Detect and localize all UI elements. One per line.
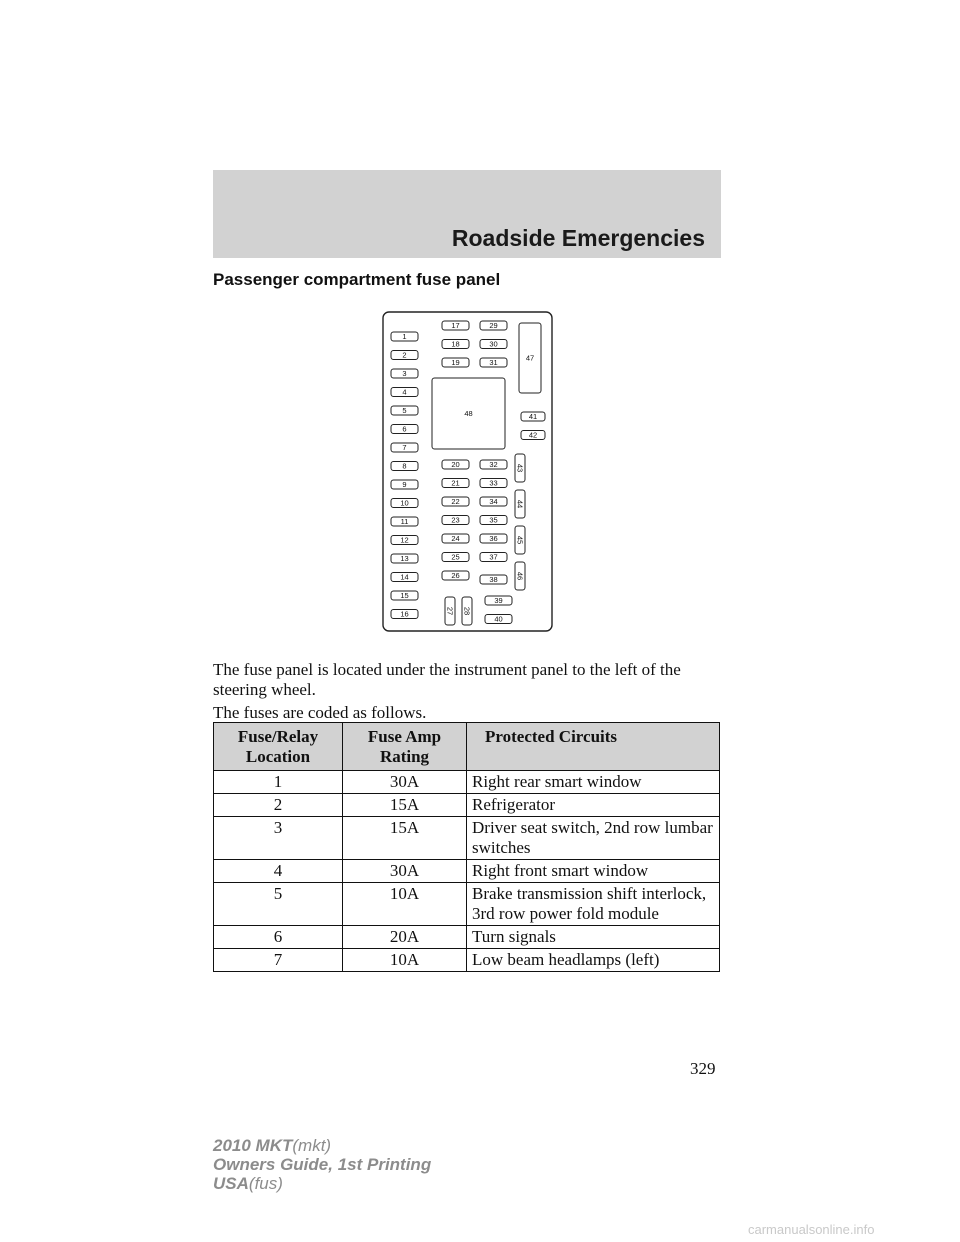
- cell-circuit: Right front smart window: [467, 860, 720, 883]
- fuse-15-label: 15: [400, 591, 409, 601]
- cell-location: 5: [214, 883, 343, 926]
- fuse-45-label: 45: [515, 535, 525, 545]
- footer-line-1: [213, 1136, 431, 1155]
- fuse-31-label: 31: [489, 358, 498, 368]
- table-row: [214, 794, 720, 817]
- fuse-8-label: 8: [402, 461, 407, 471]
- cell-amp: 15A: [343, 817, 467, 860]
- fuse-26-label: 26: [451, 571, 460, 581]
- fuse-34-label: 34: [489, 497, 498, 507]
- fuse-18-label: 18: [451, 339, 460, 349]
- fuse-22-label: 22: [451, 497, 460, 507]
- table-row: [214, 949, 720, 972]
- cell-amp: 10A: [343, 883, 467, 926]
- cell-location: 7: [214, 949, 343, 972]
- watermark: carmanualsonline.info: [748, 1222, 875, 1237]
- fuse-table: [213, 722, 720, 972]
- fuse-36-label: 36: [489, 534, 498, 544]
- fuse-33-label: 33: [489, 478, 498, 488]
- fuse-2-label: 2: [402, 350, 407, 360]
- table-header-row: [214, 723, 720, 771]
- fuse-28-label: 28: [462, 606, 472, 616]
- fuse-37-label: 37: [489, 552, 498, 562]
- cell-circuit: Right rear smart window: [467, 771, 720, 794]
- relay-47-label: 47: [525, 353, 535, 363]
- fuse-27-label: 27: [445, 606, 455, 616]
- cell-location: 4: [214, 860, 343, 883]
- fuse-43-label: 43: [515, 463, 525, 473]
- table-row: [214, 926, 720, 949]
- fuse-19-label: 19: [451, 358, 460, 368]
- cell-amp: 30A: [343, 860, 467, 883]
- footer-model: 2010 MKT: [213, 1136, 293, 1155]
- table-row: [214, 860, 720, 883]
- fuse-30-label: 30: [489, 339, 498, 349]
- cell-circuit: Driver seat switch, 2nd row lumbar switches: [467, 817, 720, 860]
- fuse-24-label: 24: [451, 534, 460, 544]
- fuse-11-label: 11: [400, 517, 409, 527]
- fuse-panel-diagram: [382, 311, 554, 633]
- cell-location: 3: [214, 817, 343, 860]
- fuse-3-label: 3: [402, 369, 407, 379]
- fuse-6-label: 6: [402, 424, 407, 434]
- header-band: [213, 170, 721, 258]
- cell-amp: 30A: [343, 771, 467, 794]
- footer-line-2: [213, 1155, 431, 1174]
- fuse-1-label: 1: [402, 332, 407, 342]
- fuse-16-label: 16: [400, 609, 409, 619]
- cell-circuit: Turn signals: [467, 926, 720, 949]
- fuse-38-label: 38: [489, 575, 498, 585]
- fuse-35-label: 35: [489, 515, 498, 525]
- cell-circuit: Refrigerator: [467, 794, 720, 817]
- cell-amp: 15A: [343, 794, 467, 817]
- footer: [213, 1136, 431, 1193]
- fuse-12-label: 12: [400, 535, 409, 545]
- fuse-29-label: 29: [489, 321, 498, 331]
- fuse-40-label: 40: [494, 614, 503, 624]
- cell-location: 1: [214, 771, 343, 794]
- fuse-46-label: 46: [515, 571, 525, 581]
- cell-circuit: Low beam headlamps (left): [467, 949, 720, 972]
- footer-market-code: (fus): [248, 1174, 283, 1193]
- cell-location: 2: [214, 794, 343, 817]
- fuse-13-label: 13: [400, 554, 409, 564]
- table-row: [214, 771, 720, 794]
- footer-printing: Owners Guide, 1st Printing: [213, 1155, 432, 1174]
- footer-model-code: (mkt): [292, 1136, 332, 1155]
- table-row: [214, 883, 720, 926]
- fuse-25-label: 25: [451, 552, 460, 562]
- fuse-5-label: 5: [402, 406, 407, 416]
- footer-market: USA: [213, 1174, 249, 1193]
- header-amp-rating: Fuse Amp Rating: [343, 723, 467, 771]
- cell-amp: 10A: [343, 949, 467, 972]
- fuse-21-label: 21: [451, 478, 460, 488]
- header-protected-circuits: Protected Circuits: [467, 723, 720, 771]
- fuse-4-label: 4: [402, 387, 407, 397]
- cell-circuit: Brake transmission shift interlock, 3rd row power fold module: [467, 883, 720, 926]
- coding-paragraph: The fuses are coded as follows.: [213, 703, 427, 722]
- fuse-39-label: 39: [494, 596, 503, 606]
- page-header-title: Roadside Emergencies: [451, 225, 705, 251]
- footer-line-3: [213, 1174, 431, 1193]
- fuse-44-label: 44: [515, 499, 525, 509]
- section-title: Passenger compartment fuse panel: [213, 270, 501, 289]
- fuse-20-label: 20: [451, 460, 460, 470]
- relay-48-label: 48: [464, 409, 473, 419]
- fuse-42-label: 42: [528, 430, 538, 440]
- fuse-32-label: 32: [489, 460, 498, 470]
- fuse-23-label: 23: [451, 515, 460, 525]
- fuse-14-label: 14: [400, 572, 409, 582]
- fuse-9-label: 9: [402, 480, 407, 490]
- table-row: [214, 817, 720, 860]
- fuse-17-label: 17: [451, 321, 460, 331]
- fuse-10-label: 10: [400, 498, 409, 508]
- header-location: Fuse/Relay Location: [214, 723, 343, 771]
- cell-amp: 20A: [343, 926, 467, 949]
- location-paragraph: The fuse panel is located under the instrument panel to the left of the steering wheel.: [213, 660, 681, 699]
- fuse-7-label: 7: [402, 443, 407, 453]
- cell-location: 6: [214, 926, 343, 949]
- page-number: 329: [690, 1059, 716, 1078]
- fuse-41-label: 41: [528, 412, 538, 422]
